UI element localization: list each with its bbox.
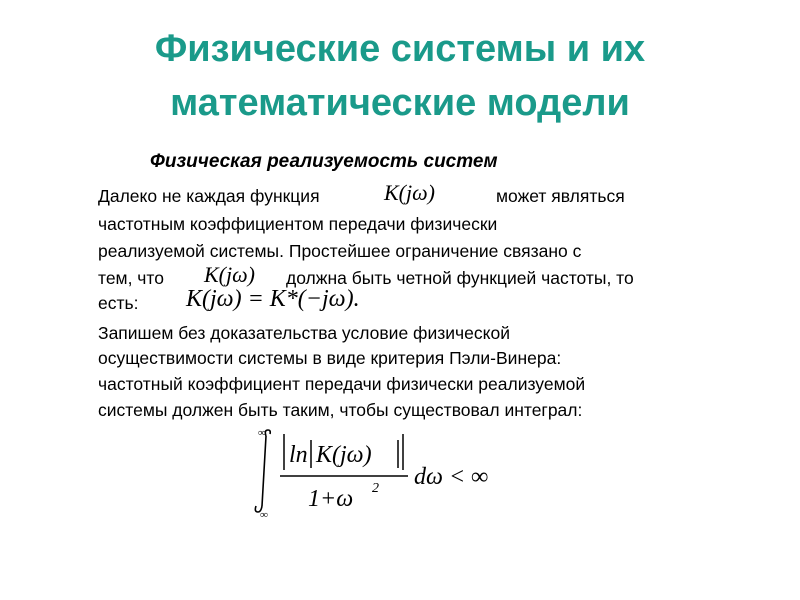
integral-upper-limit: ∞ <box>258 427 266 439</box>
integral-lower-limit: ∞ <box>260 509 268 521</box>
paragraph1-line3: реализуемой системы. Простейшее ограничение связано с <box>98 241 582 261</box>
slide-title <box>40 22 760 130</box>
paragraph1-line1a: Далеко не каждая функция <box>98 186 320 206</box>
paragraph1-line5: есть: <box>98 293 139 313</box>
paragraph2-line2: осуществимости системы в виде критерия Пэли-Винера: <box>98 348 562 368</box>
slide-title-line-2: математические модели <box>170 82 630 124</box>
formula-evenness: K(jω) = K*(−jω). <box>186 286 360 312</box>
formula-k-jw-1: K(jω) <box>384 180 435 205</box>
formula-paley-wiener <box>248 426 518 522</box>
denominator: 1+ω <box>308 486 354 512</box>
numerator-k-jw: K(jω) <box>316 442 372 468</box>
denominator-exponent: 2 <box>372 481 379 496</box>
formula-k-jw-2: K(jω) <box>204 262 255 287</box>
slide-title-line-1: Физические системы и их <box>154 28 646 70</box>
paragraph1-line1b: может являться <box>496 186 625 206</box>
paragraph1-line2: частотным коэффициентом передачи физически <box>98 214 498 234</box>
paragraph2-line3: частотный коэффициент передачи физически реализуемой <box>98 374 586 394</box>
section-subtitle: Физическая реализуемость систем <box>150 151 498 172</box>
paragraph1-line4b: должна быть четной функцией частоты, то <box>286 268 634 288</box>
paragraph1-line4a: тем, что <box>98 268 164 288</box>
numerator-ln: ln <box>289 442 308 468</box>
integral-tail: dω < ∞ <box>414 464 489 490</box>
paragraph2-line1: Запишем без доказательства условие физической <box>98 323 510 343</box>
paragraph2-line4: системы должен быть таким, чтобы существовал интеграл: <box>98 400 583 420</box>
